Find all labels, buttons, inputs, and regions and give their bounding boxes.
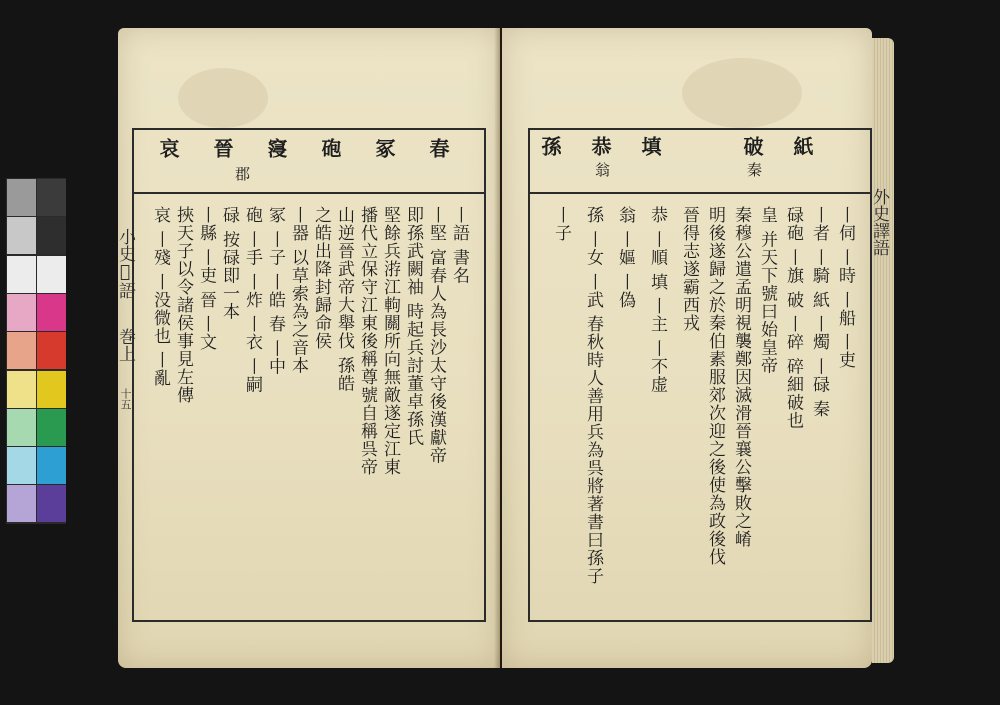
headword: 哀 — [156, 138, 180, 160]
color-patch — [7, 447, 36, 484]
text-column: 翁 丨嫗 丨偽 — [615, 206, 635, 309]
text-column: 丨語 書名 — [449, 206, 469, 285]
text-column: 山逆晉武帝大舉伐 孫皓 — [334, 206, 354, 393]
text-column: 砲 丨手 丨炸 丨衣 丨嗣 — [242, 206, 262, 394]
text-column: 皇 并天下號曰始皇帝 — [757, 206, 777, 375]
color-patch — [37, 409, 66, 446]
volume-label: 巻上 — [115, 328, 135, 362]
color-patch — [37, 256, 66, 293]
headword-sub: 翁 — [593, 162, 611, 178]
open-book — [115, 28, 898, 678]
headword: 砲 — [318, 138, 342, 160]
color-patch — [7, 371, 36, 408]
page-stack-edge — [869, 38, 894, 663]
left-text-frame — [132, 128, 486, 622]
color-patch — [7, 409, 36, 446]
text-column: 丨伺 丨時 丨船 丨吏 — [835, 206, 855, 370]
paper-stain — [178, 68, 268, 128]
text-column: 碌 按碌即一本 — [219, 206, 239, 321]
headword: 紙 — [790, 136, 814, 158]
left-page — [115, 28, 500, 668]
headword: 孫 — [538, 136, 562, 158]
headword: 春 — [426, 138, 450, 160]
headword: 填 — [638, 136, 662, 158]
text-column: 丨縣 丨吏 晉 丨文 — [196, 206, 216, 352]
book-title-margin: 小史𡨕語 — [115, 228, 135, 299]
color-patch — [7, 294, 36, 331]
book-title-margin: 外史譯語 — [869, 188, 889, 256]
text-column: 丨子 — [551, 206, 571, 242]
text-column: 哀 丨殘 丨没微也 丨亂 — [150, 206, 170, 388]
text-column: 丨者 丨騎 紙 丨燭 丨碌 秦 — [809, 206, 829, 419]
text-column: 挾天子以令諸侯事見左傳 — [173, 206, 193, 404]
text-column: 晉得志遂霸西戎 — [679, 206, 699, 332]
text-column: 孫 丨女 丨武 春秋時人善用兵為呉將著書曰孫子 — [583, 206, 603, 586]
color-patch — [37, 217, 66, 254]
text-column: 恭 丨順 填 丨主 丨不虚 — [647, 206, 667, 394]
text-column: 播代立保守江東後稱尊號自稱呉帝 — [357, 206, 377, 476]
paper-stain — [682, 58, 802, 128]
color-patch — [7, 332, 36, 369]
headword: 冢 — [372, 138, 396, 160]
text-column: 秦穆公遣孟明視襲鄭因滅滑晉襄公擊敗之崤 — [731, 206, 751, 548]
color-patch — [37, 332, 66, 369]
text-column: 碌砲 丨旗 破 丨碎 碎細破也 — [783, 206, 803, 430]
color-patch — [7, 485, 36, 522]
color-patch — [37, 179, 66, 216]
headword: 恭 — [588, 136, 612, 158]
right-text-frame — [528, 128, 872, 622]
color-patch — [37, 294, 66, 331]
color-calibration-chart — [6, 178, 66, 524]
headword: 晉 — [210, 138, 234, 160]
color-patch — [37, 371, 66, 408]
color-patch — [7, 217, 36, 254]
color-patch — [7, 179, 36, 216]
text-column: 丨器 以草索為之音本 — [288, 206, 308, 375]
headword: 䆮 — [264, 138, 288, 160]
color-patch — [7, 256, 36, 293]
text-column: 堅餘兵㳺江軥關所向無敵遂定江東 — [380, 206, 400, 476]
text-column: 丨堅 富春人為長沙太守後漢獻帝 — [426, 206, 446, 465]
headword-sub: 秦 — [745, 162, 763, 178]
headword-sub: 郡 — [233, 166, 251, 182]
headword: 破 — [740, 136, 764, 158]
text-column: 明後遂歸之於秦伯素服郊次迎之後使為政後伐 — [705, 206, 725, 566]
page-number: 十五 — [119, 388, 132, 410]
text-column: 冢 丨子 丨皓 春 丨中 — [265, 206, 285, 376]
color-patch — [37, 485, 66, 522]
text-column: 即孫武闕䄂 時起兵討董卓孫氏 — [403, 206, 423, 447]
color-patch — [37, 447, 66, 484]
right-header-band — [530, 130, 870, 194]
text-column: 之皓出降封歸命侯 — [311, 206, 331, 350]
